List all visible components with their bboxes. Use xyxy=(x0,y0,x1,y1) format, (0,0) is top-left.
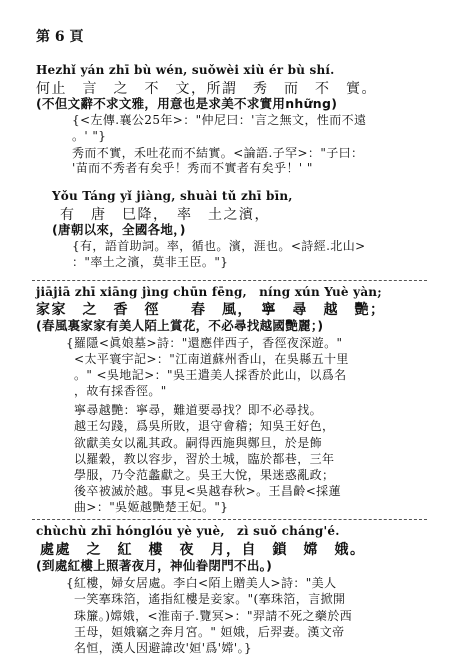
section-1-note-line: '苗而不秀者有矣乎！秀而不實者有矣乎！' " xyxy=(72,161,313,175)
section-3-note-line: 曲>："吳姬越艷楚王妃。"} xyxy=(74,500,229,514)
section-3-note-line: 後卒被滅於越。事見<吳越春秋>。王昌齡<採蓮 xyxy=(74,484,341,498)
section-2-chinese: 有 唐 巳降， 率 土之濱， xyxy=(60,207,270,223)
section-2-note-line: {有，語首助詞。率，循也。濱，涯也。<詩經.北山> xyxy=(72,239,366,253)
section-2-note-line: ："率土之濱，莫非王臣。"} xyxy=(72,255,229,269)
section-3-note-line: <太平寰宇記>："江南道蘇州香山，在吳縣五十里 xyxy=(74,352,349,366)
section-2-pinyin: Yǒu Táng yǐ jiàng, shuài tǔ zhī bīn, xyxy=(52,189,293,203)
section-1-note-line: {<左傳.襄公25年>："仲尼曰：'言之無文，性而不遠 xyxy=(72,113,367,127)
section-4-pinyin: chùchù zhī hónglóu yè yuè, zì suǒ cháng'é. xyxy=(36,524,340,538)
section-2-translation: (唐朝以來，全國各地，) xyxy=(52,222,186,237)
section-3-note-line: {羅隱<眞娘墓>詩："還應伴西子，香徑夜深遊。" xyxy=(66,336,343,350)
separator-line xyxy=(32,519,427,520)
section-1-pinyin: Hezhǐ yán zhī bù wén, suǒwèi xiù ér bù shí. xyxy=(36,63,335,77)
section-4-note-line: 一笑搴珠箔，遙指紅樓是妾家。"(搴珠箔，言掀開 xyxy=(74,592,346,606)
section-1-note-line: 。' "} xyxy=(72,129,107,143)
section-3-note-line: ，故有採香徑。" xyxy=(74,384,167,398)
section-3-note-line: 寧尋越艷：寧尋，難道要尋找？即不必尋找。 xyxy=(74,403,323,417)
section-4-translation: (到處紅樓上照著夜月，神仙眷閉門不出。) xyxy=(36,558,273,573)
section-1-note-line: 秀而不實，禾吐花而不結實。<論語.子罕>："子曰： xyxy=(72,146,364,160)
section-1-translation: (不但文辭不求文雅，用意也是求美不求實用những) xyxy=(36,96,338,111)
section-3-pinyin: jiājiā zhī xiāng jìng chūn fēng, níng xún Yuè yàn; xyxy=(36,285,382,299)
section-3-note-line: 欲獻美女以亂其政。嗣得西施與鄭旦，於是飾 xyxy=(74,436,323,450)
section-3-note-line: 以羅穀，教以容步，習於土城，臨於都巷，三年 xyxy=(74,452,335,466)
section-3-note-line: 越王勾踐，爲吳所敗，退守會稽；知吳王好色， xyxy=(74,419,335,433)
section-1-chinese: 何止 言 之 不 文，所謂 秀 而 不 實。 xyxy=(36,81,377,97)
section-4-chinese: 處處 之 紅 樓 夜 月，自 鎖 嫦 娥。 xyxy=(40,542,366,558)
page-number-header: 第 6 頁 xyxy=(36,29,84,45)
section-4-note-line: 王母，姮娥竊之奔月宮。" 姮娥，后羿妻。漢文帝 xyxy=(74,625,345,639)
section-3-note-line: 學服，乃令范蠡獻之。吳王大悅，果迷惑亂政； xyxy=(74,468,335,482)
section-3-chinese: 家家 之 香 徑 春 風， 寧 尋 越 艷； xyxy=(36,302,386,318)
section-4-note-line: 珠簾。)嫦娥，<淮南子.覽冥>："羿請不死之藥於西 xyxy=(74,609,353,623)
section-3-translation: (春風裏家家有美人陌上賞花，不必尋找越國艷麗；) xyxy=(36,318,324,333)
section-4-note-line: {紅樓，婦女居處。李白<陌上贈美人>詩："美人 xyxy=(66,576,337,590)
separator-line xyxy=(32,280,427,281)
section-4-note-line: 名恒，漢人因避諱改'姮'爲'嫦'。} xyxy=(74,641,253,655)
section-3-note-line: 。" <吳地記>："吳王遣美人採香於此山，以爲名 xyxy=(74,368,347,382)
